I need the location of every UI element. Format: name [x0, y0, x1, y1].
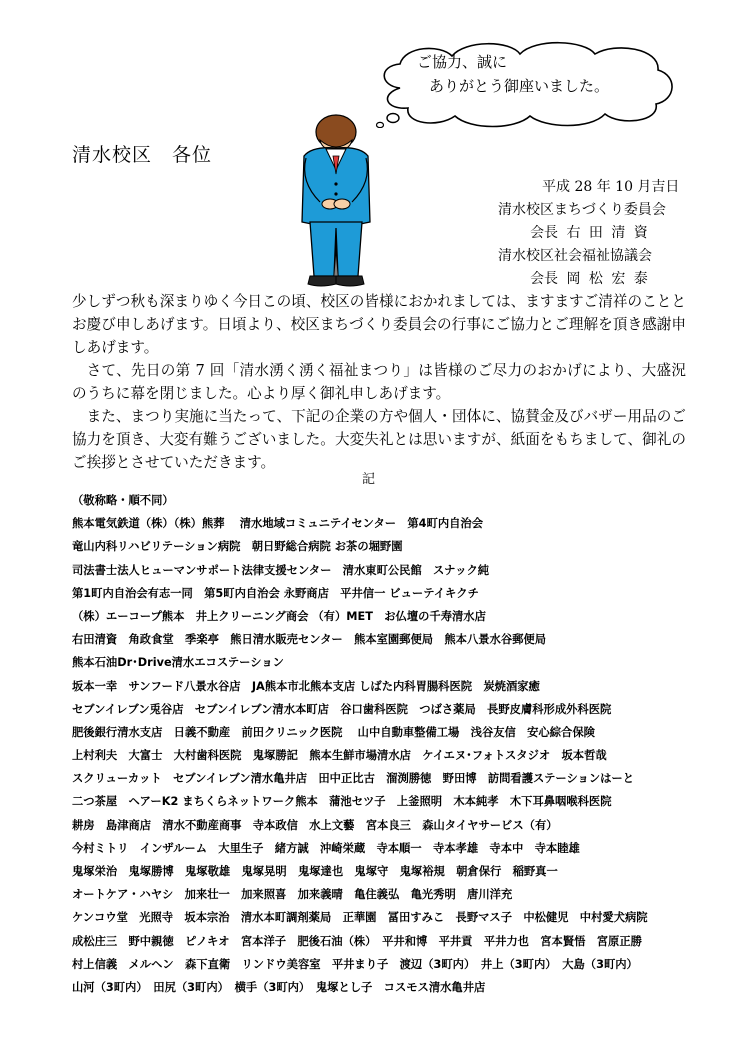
representative-2: 会長 岡 松 宏 泰 [530, 271, 648, 287]
sponsor-line: 司法書士法人ヒューマンサポート法律支援センター 清水東町公民館 スナック純 [72, 563, 490, 577]
ki-heading: 記 [362, 472, 376, 487]
paragraph-2: さて、先日の第 7 回「清水湧く湧く福祉まつり」は皆様のご尽力のおかげにより、大盛況のうちに幕を閉じました。心より厚く御礼申しあげます。 [72, 362, 686, 402]
sponsor-line: 山河（3町内） 田尻（3町内） 横手（3町内） 鬼塚とし子 コスモス清水亀井店 [72, 980, 486, 994]
organization-2: 清水校区社会福祉協議会 [498, 248, 652, 264]
paragraph-3: また、まつり実施に当たって、下記の企業の方や個人・団体に、協賛金及びバザー用品のご協力を頂き、大変有難うございました。大変失礼とは思いますが、紙面をもちまして、御礼のご挨拶とさせていただきます。 [72, 408, 686, 471]
sponsor-line: 二つ茶屋 ヘアーK2 まちくらネットワーク熊本 蒲池セツ子 上釜照明 木本純孝 木下耳鼻咽喉科医院 [72, 795, 612, 809]
sponsor-line: （敬称略・順不同） [72, 494, 174, 507]
sponsor-line: 村上信義 メルヘン 森下直衛 リンドウ美容室 平井まり子 渡辺（3町内） 井上（3町内） 大島（3町内） [72, 957, 638, 971]
sponsor-line: 成松庄三 野中親徳 ピノキオ 宮本洋子 肥後石油（株） 平井和博 平井貢 平井力也 宮本賢悟 宮原正勝 [72, 934, 642, 948]
sponsor-line: オートケア・ハヤシ 加来壮一 加来照喜 加来義晴 亀住義弘 亀光秀明 唐川洋充 [72, 888, 513, 902]
bubble-text [395, 50, 655, 98]
sponsor-list [72, 489, 712, 999]
bowing-man-illustration [290, 112, 382, 290]
sponsor-line: 第1町内自治会有志一同 第5町内自治会 永野商店 平井信一 ビューテイキクチ [72, 586, 479, 600]
sponsor-line: 鬼塚栄治 鬼塚勝博 鬼塚敬雄 鬼塚晃明 鬼塚達也 鬼塚守 鬼塚裕規 朝倉保行 稲野真一 [72, 865, 558, 878]
sponsor-line: セブンイレブン兎谷店 セブンイレブン清水本町店 谷口歯科医院 つばさ薬局 長野皮膚科形成外科医院 [72, 702, 612, 716]
sponsor-line: 右田清資 角政食堂 季楽亭 熊日清水販売センター 熊本室園郵便局 熊本八景水谷郵便局 [72, 633, 547, 647]
bubble-line-2: ありがとう御座いました。 [429, 77, 610, 95]
sponsor-line: 今村ミトリ インザルーム 大里生子 緒方誠 沖崎栄蔵 寺本順一 寺本孝雄 寺本中 寺本睦雄 [72, 841, 580, 855]
organization-1: 清水校区まちづくり委員会 [498, 202, 666, 218]
paragraph-1: 少しずつ秋も深まりゆく今日この頃、校区の皆様におかれましては、ますますご清祥のこととお慶び申しあげます。日頃より、校区まちづくり委員会の行事にご協力とご理解を頂き感謝申しあげます。 [72, 293, 686, 356]
sponsor-line: 肥後銀行清水支店 日義不動産 前田クリニック医院 山中自動車整備工場 浅谷友信 安心綜合保険 [72, 725, 595, 739]
sponsor-line: （株）エーコープ熊本 井上クリーニング商会 （有）MET お仏壇の千寿清水店 [72, 609, 486, 623]
signature-block [480, 176, 700, 291]
bubble-line-1: ご協力、誠に [417, 53, 508, 71]
sponsor-line: ケンコウ堂 光照寺 坂本宗治 清水本町調剤薬局 正華園 冨田すみこ 長野マス子 中松健児 中村愛犬病院 [72, 911, 648, 925]
sponsor-line: 坂本一幸 サンフード八景水谷店 JA熊本市北熊本支店 しばた内科胃腸科医院 炭焼酒家癒 [72, 679, 540, 693]
issue-date: 平成 28 年 10 月吉日 [542, 179, 680, 195]
sponsor-line: 上村利夫 大富士 大村歯科医院 鬼塚勝記 熊本生鮮市場清水店 ケイエヌ･フォトスタジオ 坂本哲哉 [72, 749, 607, 763]
sponsor-line: スクリューカット セブンイレブン清水亀井店 田中正比古 溜渕勝徳 野田博 訪問看護ステーションはーと [72, 772, 635, 786]
representative-1: 会長 右 田 清 資 [530, 225, 648, 241]
sponsor-line: 熊本石油Dr･Drive清水エコステーション [72, 656, 284, 670]
addressee-heading: 清水校区 各位 [72, 144, 213, 166]
sponsor-line: 耕房 島津商店 清水不動産商事 寺本政信 水上文藝 宮本良三 森山タイヤサービス（有） [72, 818, 558, 832]
sponsor-line: 熊本電気鉄道（株）（株）熊葬 清水地域コミュニテイセンター 第4町内自治会 [72, 517, 484, 531]
letter-body [72, 290, 686, 474]
sponsor-line: 竜山内科リハビリテーション病院 朝日野総合病院 お茶の堀野園 [72, 540, 403, 554]
